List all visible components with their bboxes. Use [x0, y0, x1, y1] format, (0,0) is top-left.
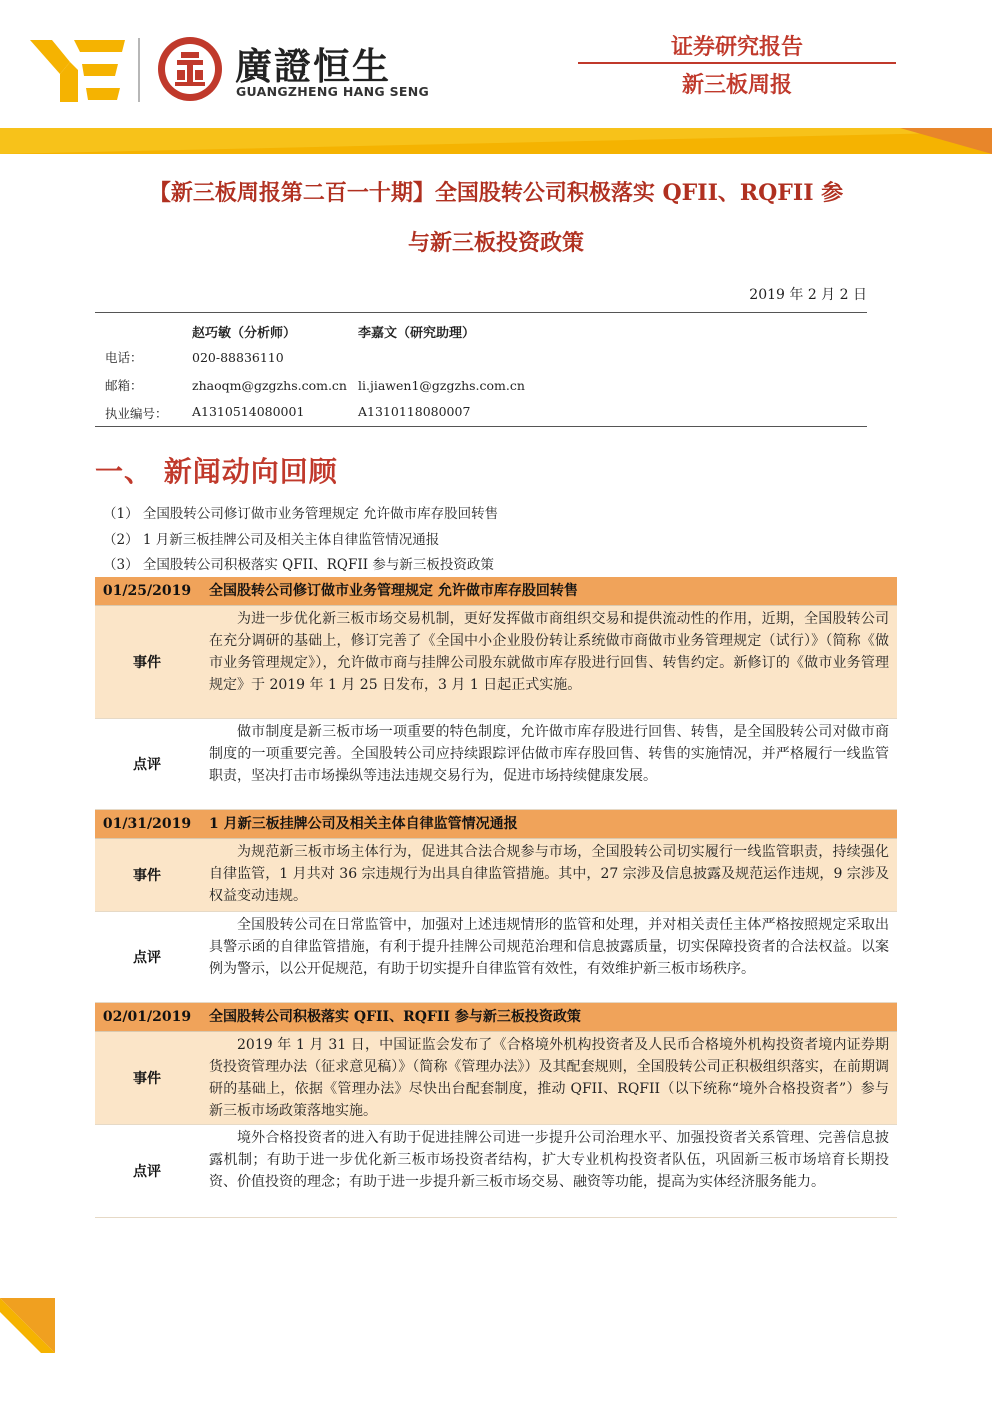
news-date: 02/01/2019: [102, 1009, 192, 1025]
news-table: [95, 577, 897, 1218]
seal-logo-icon: [157, 36, 223, 102]
ye-logo-icon: [30, 40, 125, 102]
author-bottom-rule: [95, 426, 867, 427]
news-date: 01/31/2019: [102, 816, 192, 832]
author-license: A1310118080007: [358, 404, 471, 419]
author-name: 李嘉文（研究助理）: [358, 326, 476, 341]
author-row-label: 邮箱：: [105, 378, 143, 393]
news-comment-row: [95, 719, 897, 810]
news-event-row: [95, 1032, 897, 1125]
author-license: A1310514080001: [192, 404, 305, 419]
author-top-rule: [95, 312, 867, 313]
report-date: 2019 年 2 月 2 日: [749, 287, 867, 303]
event-text: 为进一步优化新三板市场交易机制，更好发挥做市商组织交易和提供流动性的作用，近期，全国股转公司在充分调研的基础上，修订完善了《全国中小企业股份转让系统做市商做市业务管理规定（试行）》（简称《做市业务管理规定》），允许做市商与挂牌公司股东就做市库存股进行回售、转售约定。新修订的《做市业务管理规定》于 2019 年 1 月 25 日发布，3 月 1 日起正式实施。: [199, 606, 897, 718]
news-headline: 全国股转公司积极落实 QFII、RQFII 参与新三板投资政策: [209, 1009, 581, 1025]
news-header-row: [95, 1003, 897, 1032]
news-summary-item: （1） 全国股转公司修订做市业务管理规定 允许做市库存股回转售: [103, 506, 499, 522]
event-text: 2019 年 1 月 31 日，中国证监会发布了《合格境外机构投资者及人民币合格境外机构投资者境内证券期货投资管理办法（征求意见稿）》（简称《管理办法》）及其配套规则，全国股转公司正积极组织落实，在前期调研的基础上，依据《管理办法》尽快出台配套制度，推动 QFII、RQFII（以下统称“境外合格投资者”）参与新三板市场政策落地实施。: [199, 1032, 897, 1124]
event-label: 事件: [95, 606, 199, 718]
news-header-row: [95, 810, 897, 839]
event-label: 事件: [95, 839, 199, 911]
author-row-label: 执业编号：: [105, 406, 168, 421]
report-title-line1: 【新三板周报第二百一十期】全国股转公司积极落实 QFII、RQFII 参: [148, 180, 844, 206]
news-headline: 1 月新三板挂牌公司及相关主体自律监管情况通报: [209, 816, 518, 832]
logo-divider: [138, 38, 140, 102]
news-headline: 全国股转公司修订做市业务管理规定 允许做市库存股回转售: [209, 583, 578, 599]
comment-label: 点评: [95, 912, 199, 1002]
news-summary-item: （3） 全国股转公司积极落实 QFII、RQFII 参与新三板投资政策: [103, 557, 494, 573]
event-label: 事件: [95, 1032, 199, 1124]
news-event-row: [95, 606, 897, 719]
news-summary-item: （2） 1 月新三板挂牌公司及相关主体自律监管情况通报: [103, 532, 440, 548]
event-text: 为规范新三板市场主体行为，促进其合法合规参与市场，全国股转公司切实履行一线监管职责，持续强化自律监管，1 月共对 36 宗违规行为出具自律监管措施。其中，27 宗涉及信息披露及规范运作违规，9 宗涉及权益变动违规。: [199, 839, 897, 911]
comment-label: 点评: [95, 1125, 199, 1217]
brand-name-en: GUANGZHENG HANG SENG: [236, 84, 430, 99]
author-phone: 020-88836110: [192, 350, 284, 365]
author-email[interactable]: zhaoqm@gzgzhs.com.cn: [192, 378, 347, 393]
report-title-line2: 与新三板投资政策: [407, 230, 584, 256]
author-row-label: 电话：: [105, 350, 143, 365]
comment-label: 点评: [95, 719, 199, 809]
report-subtitle: 新三板周报: [681, 73, 792, 98]
header-band: [0, 128, 992, 154]
news-comment-row: [95, 912, 897, 1003]
author-name: 赵巧敏（分析师）: [192, 326, 297, 341]
section-title: 一、 新闻动向回顾: [95, 455, 338, 488]
comment-text: 全国股转公司在日常监管中，加强对上述违规情形的监管和处理，并对相关责任主体严格按照规定采取出具警示函的自律监管措施，有利于提升挂牌公司规范治理和信息披露质量，切实保障投资者的合法权益。以案例为警示，以公开促规范，有助于切实提升自律监管有效性，有效维护新三板市场秩序。: [199, 912, 897, 1002]
news-event-row: [95, 839, 897, 912]
news-comment-row: [95, 1125, 897, 1218]
report-type: 证券研究报告: [670, 35, 803, 60]
header-rule: [578, 62, 896, 64]
comment-text: 境外合格投资者的进入有助于促进挂牌公司进一步提升公司治理水平、加强投资者关系管理、完善信息披露机制；有助于进一步优化新三板市场投资者结构，扩大专业机构投资者队伍，巩固新三板市场培育长期投资、价值投资的理念；有助于进一步提升新三板市场交易、融资等功能，提高为实体经济服务能力。: [199, 1125, 897, 1217]
news-date: 01/25/2019: [102, 583, 192, 599]
footer-corner-triangle: [0, 1298, 55, 1353]
comment-text: 做市制度是新三板市场一项重要的特色制度，允许做市库存股进行回售、转售，是全国股转公司对做市商制度的一项重要完善。全国股转公司应持续跟踪评估做市库存股回售、转售的实施情况，并严格履行一线监管职责，坚决打击市场操纵等违法违规交易行为，促进市场持续健康发展。: [199, 719, 897, 809]
author-email[interactable]: li.jiawen1@gzgzhs.com.cn: [358, 378, 525, 393]
brand-name-cn: 廣證恒生: [235, 45, 391, 88]
news-header-row: [95, 577, 897, 606]
